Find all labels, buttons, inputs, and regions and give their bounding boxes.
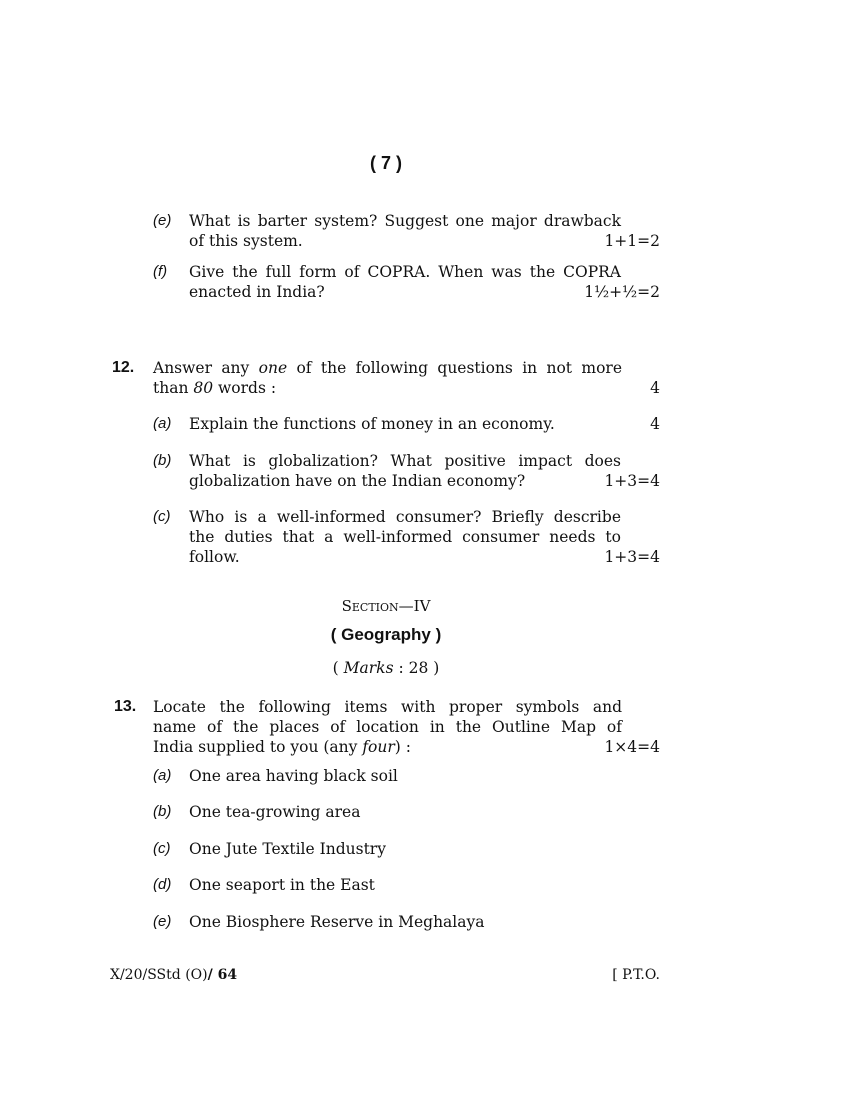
option-label: (a) <box>153 767 172 784</box>
list-item: One Biosphere Reserve in Meghalaya <box>189 913 485 931</box>
list-item: One area having black soil <box>189 767 398 785</box>
question-text: India supplied to you (any four) : <box>153 738 411 756</box>
marks: 1+1=2 <box>604 232 660 250</box>
section-title: Section—IV <box>341 597 431 615</box>
question-number: 12. <box>112 359 135 376</box>
option-label: (c) <box>153 508 171 525</box>
section-subject: ( Geography ) <box>330 625 442 644</box>
question-text: follow. <box>189 548 240 566</box>
section-marks: ( Marks : 28 ) <box>332 659 440 677</box>
question-text: the duties that a well-informed consumer needs to <box>189 528 621 546</box>
option-label: (e) <box>153 212 172 229</box>
marks: 1+3=4 <box>604 548 660 566</box>
question-text: Locate the following items with proper symbols and <box>153 698 622 716</box>
question-text: name of the places of location in the Outline Map of <box>153 718 622 736</box>
question-text: than 80 words : <box>153 379 277 397</box>
marks: 1+3=4 <box>604 472 660 490</box>
pto-label: [ P.T.O. <box>612 967 660 983</box>
page-number: ( 7 ) <box>369 153 402 173</box>
option-label: (e) <box>153 913 172 930</box>
paper-code: X/20/SStd (O)/ 64 <box>110 967 238 983</box>
list-item: One seaport in the East <box>189 876 375 894</box>
list-item: One Jute Textile Industry <box>189 840 386 858</box>
list-item: One tea-growing area <box>189 803 361 821</box>
marks: 4 <box>650 379 660 397</box>
option-label: (a) <box>153 415 172 432</box>
question-text: enacted in India? <box>189 283 325 301</box>
question-text: Explain the functions of money in an economy. <box>189 415 555 433</box>
marks: 1½+½=2 <box>584 283 660 301</box>
question-number: 13. <box>114 698 137 715</box>
option-label: (f) <box>153 263 168 280</box>
option-label: (c) <box>153 840 171 857</box>
marks: 1×4=4 <box>604 738 660 756</box>
question-text: globalization have on the Indian economy? <box>189 472 526 490</box>
question-text: What is barter system? Suggest one major drawback <box>189 212 621 230</box>
question-text: Answer any one of the following questions in not more <box>153 359 622 377</box>
option-label: (b) <box>153 803 172 820</box>
option-label: (b) <box>153 452 172 469</box>
option-label: (d) <box>153 876 172 893</box>
question-text: Who is a well-informed consumer? Briefly describe <box>189 508 621 526</box>
question-text: What is globalization? What positive impact does <box>189 452 621 470</box>
question-text: of this system. <box>189 232 303 250</box>
marks: 4 <box>650 415 660 433</box>
question-text: Give the full form of COPRA. When was the COPRA <box>189 263 621 281</box>
